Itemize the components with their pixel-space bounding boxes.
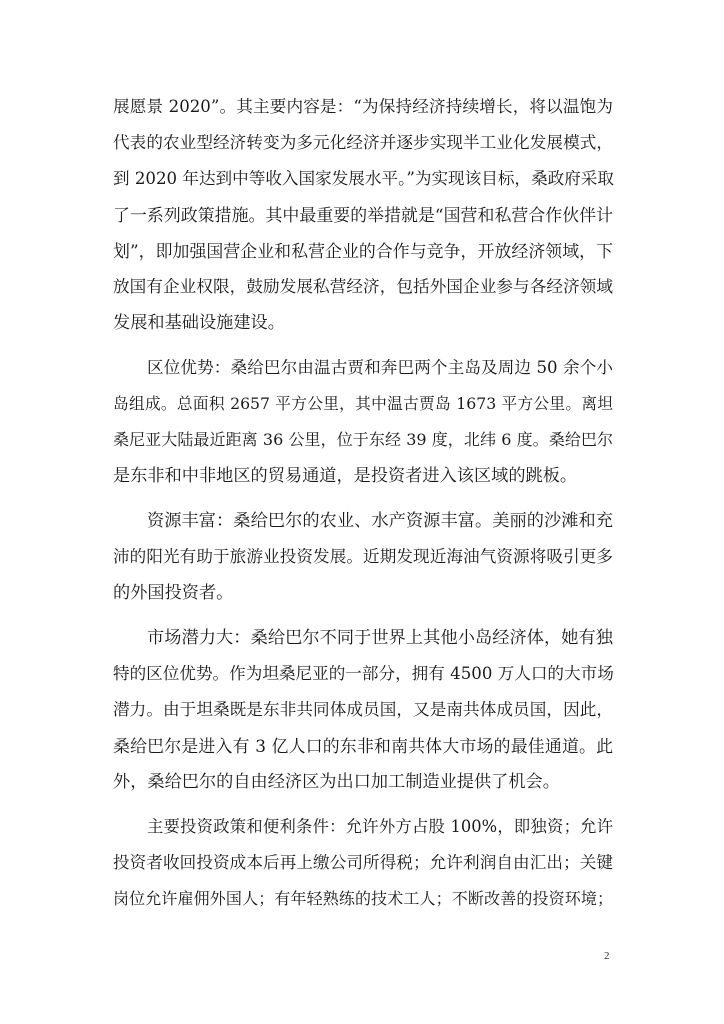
text-line: 沛的阳光有助于旅游业投资发展。近期发现近海油气资源将吸引更多 [113, 547, 613, 566]
text-line: 桑给巴尔是进入有 3 亿人口的东非和南共体大市场的最佳通道。此 [113, 736, 613, 756]
text-line: 桑尼亚大陆最近距离 36 公里，位于东经 39 度，北纬 6 度。桑给巴尔 [113, 430, 613, 449]
text-line: 岛组成。总面积 2657 平方公里，其中温古贾岛 1673 平方公里。离坦 [113, 394, 613, 413]
text-line: 到 2020 年达到中等收入国家发展水平。”为实现该目标，桑政府采取 [113, 169, 614, 188]
text-line: 市场潜力大：桑给巴尔不同于世界上其他小岛经济体，她有独 [147, 628, 613, 648]
text-line: 的外国投资者。 [113, 583, 234, 603]
text-line: 划”，即加强国营企业和私营企业的合作与竞争，开放经济领域，下 [113, 241, 613, 261]
text-line: 代表的农业型经济转变为多元化经济并逐步实现半工业化发展模式， [113, 133, 613, 152]
text-line: 岗位允许雇佣外国人；有年轻熟练的技术工人；不断改善的投资环境； [113, 889, 613, 908]
page-number: 2 [604, 950, 610, 962]
text-line: 放国有企业权限，鼓励发展私营经济，包括外国企业参与各经济领域 [113, 277, 613, 296]
text-line: 发展和基础设施建设。 [113, 313, 285, 333]
text-line: 展愿景 2020”。其主要内容是：“为保持经济持续增长，将以温饱为 [113, 97, 613, 116]
text-line: 主要投资政策和便利条件：允许外方占股 100%，即独资；允许 [147, 817, 613, 836]
text-line: 了一系列政策措施。其中最重要的举措就是“国营和私营合作伙伴计 [113, 205, 613, 225]
text-line: 资源丰富：桑给巴尔的农业、水产资源丰富。美丽的沙滩和充 [147, 511, 613, 531]
text-line: 投资者收回投资成本后再上缴公司所得税；允许利润自由汇出；关键 [113, 853, 613, 872]
text-line: 是东非和中非地区的贸易通道，是投资者进入该区域的跳板。 [113, 466, 578, 486]
text-line: 潜力。由于坦桑既是东非共同体成员国，又是南共体成员国，因此， [113, 700, 613, 719]
text-line: 特的区位优势。作为坦桑尼亚的一部分，拥有 4500 万人口的大市场 [113, 664, 614, 683]
text-line: 区位优势：桑给巴尔由温古贾和奔巴两个主岛及周边 50 余个小 [147, 358, 613, 377]
text-line: 外，桑给巴尔的自由经济区为出口加工制造业提供了机会。 [113, 772, 560, 792]
